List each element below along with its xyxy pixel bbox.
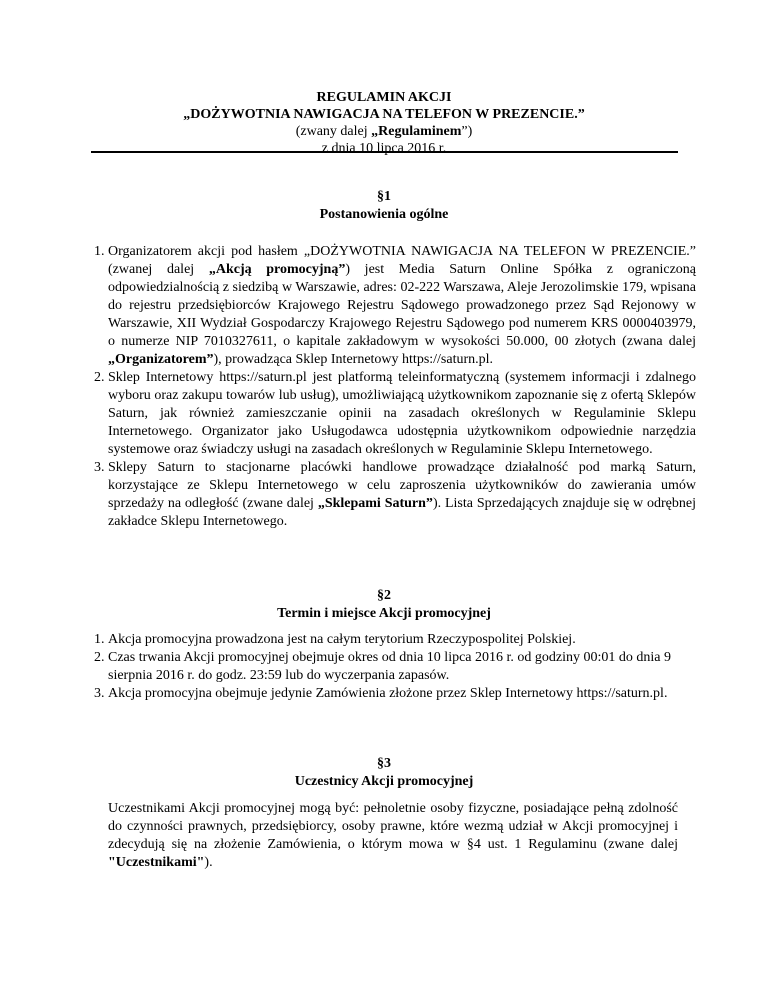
section-1-item-1: 1. Organizatorem akcji pod hasłem „DOŻYWOTNIA NAWIGACJA NA TELEFON W PREZENCIE.” (zwanej dalej „Akcją promocyjną”) jest Media Saturn Online Spółka z ograniczoną odpowiedzialnością z siedzibą w Warszawie, adres: 02-222 Warszawa, Aleje Jerozolimskie 179, wpisana do rejestru przedsiębiorców Krajowego Rejestru Sądowego prowadzonego przez Sąd Rejonowy w Warszawie, XII Wydział Gospodarczy Krajowego Rejestru Sądowego pod numerem KRS 0000403979, o numerze NIP 7010327611, o kapitale zakładowym w wysokości 50.000, 00 złotych (zwana dalej „Organizatorem”), prowadząca Sklep Internetowy https://saturn.pl. (108, 243, 696, 369)
regulation-alias: (zwany dalej „Regulaminem”) (295, 124, 473, 139)
section-1-number: §1 (377, 189, 391, 204)
regulation-date: z dnia 10 lipca 2016 r. (321, 141, 447, 156)
section-2-item-2: 2. Czas trwania Akcji promocyjnej obejmuje okres od dnia 10 lipca 2016 r. od godziny 00:01 do dnia 9 sierpnia 2016 r. do godz. 23:59 lub do wyczerpania zapasów. (108, 649, 696, 685)
section-2-item-1: 1. Akcja promocyjna prowadzona jest na całym terytorium Rzeczypospolitej Polskiej. (108, 631, 696, 649)
header-divider (91, 151, 678, 153)
section-1-item-3: 3. Sklepy Saturn to stacjonarne placówki handlowe prowadzące działalność pod marką Saturn, korzystające ze Sklepu Internetowego w celu zaproszenia użytkowników do zawierania umów sprzedaży na odległość (zwane dalej „Sklepami Saturn”). Lista Sprzedających znajduje się w odrębnej zakładce Sklepu Internetowego. (108, 459, 696, 531)
regulation-title: REGULAMIN AKCJI (316, 90, 452, 105)
section-3-title: Uczestnicy Akcji promocyjnej (294, 774, 474, 789)
section-3-paragraph: Uczestnikami Akcji promocyjnej mogą być: pełnoletnie osoby fizyczne, posiadające pełną zdolność do czynności prawnych, przedsiębiorcy, osoby prawne, które wezmą udział w Akcji promocyjnej i zdecydują się na złożenie Zamówienia, o którym mowa w §4 ust. 1 Regulaminu (zwane dalej "Uczestnikami"). (108, 801, 678, 870)
section-3-number: §3 (377, 756, 391, 771)
promotion-name: „DOŻYWOTNIA NAWIGACJA NA TELEFON W PREZENCIE.” (183, 107, 585, 122)
section-2-title: Termin i miejsce Akcji promocyjnej (277, 606, 491, 621)
section-2-number: §2 (377, 588, 391, 603)
section-1-item-2: 2. Sklep Internetowy https://saturn.pl jest platformą teleinformatyczną (systemem informacji i zdalnego wyboru oraz zakupu towarów lub usług), umożliwiającą użytkownikom zapoznanie się z ofertą Sklepów Saturn, jak również zamieszczanie opinii na zasadach określonych w Regulaminie Sklepu Internetowego. Organizator jako Usługodawca udostępnia użytkownikom odpowiednie narzędzia systemowe oraz świadczy usługi na zasadach określonych w Regulaminie Sklepu Internetowego. (108, 369, 696, 459)
section-2-item-3: 3. Akcja promocyjna obejmuje jedynie Zamówienia złożone przez Sklep Internetowy https://saturn.pl. (108, 685, 696, 703)
section-1-list (90, 243, 696, 531)
section-2-list (90, 631, 696, 703)
section-1-title: Postanowienia ogólne (319, 207, 449, 222)
